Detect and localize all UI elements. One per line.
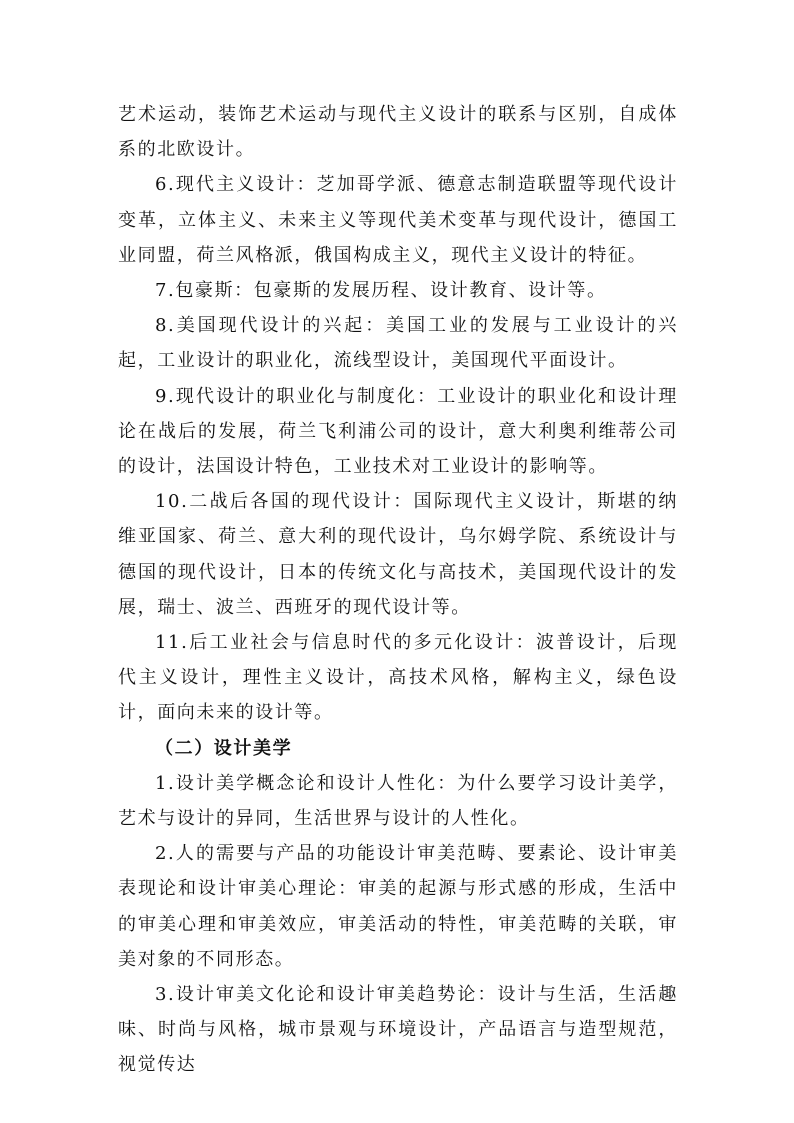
paragraph-bauhaus: 7.包豪斯：包豪斯的发展历程、设计教育、设计等。 [155,280,607,302]
paragraph-continuation: 艺术运动，装饰艺术运动与现代主义设计的联系与区别，自成体系的北欧设计。 [118,104,678,161]
paragraph-american-design: 8.美国现代设计的兴起：美国工业的发展与工业设计的兴起，工业设计的职业化，流线型设计，美国现代平面设计。 [118,315,678,372]
paragraph-professionalization: 9.现代设计的职业化与制度化：工业设计的职业化和设计理论在战后的发展，荷兰飞利浦公司的设计，意大利奥利维蒂公司的设计，法国设计特色，工业技术对工业设计的影响等。 [118,385,678,478]
document-page [118,97,678,1083]
paragraph-aesthetic-culture: 3.设计审美文化论和设计审美趋势论：设计与生活，生活趣味、时尚与风格，城市景观与环境设计，产品语言与造型规范，视觉传达 [118,984,678,1076]
paragraph-design-aesthetics-concept: 1.设计美学概念论和设计人性化：为什么要学习设计美学，艺术与设计的异同，生活世界与设计的人性化。 [118,772,678,830]
paragraph-postindustrial: 11.后工业社会与信息时代的多元化设计：波普设计，后现代主义设计，理性主义设计，高技术风格，解构主义，绿色设计，面向未来的设计等。 [118,632,678,724]
paragraph-modernism: 6.现代主义设计：芝加哥学派、德意志制造联盟等现代设计变革，立体主义、未来主义等现代美术变革与现代设计，德国工业同盟，荷兰风格派，俄国构成主义，现代主义设计的特征。 [118,174,678,266]
section-heading: （二）设计美学 [155,737,293,759]
paragraph-postwar-design: 10.二战后各国的现代设计：国际现代主义设计，斯堪的纳维亚国家、荷兰、意大利的现代设计，乌尔姆学院、系统设计与德国的现代设计，日本的传统文化与高技术，美国现代设计的发展，瑞士、波兰、西班牙的现代设计等。 [118,491,678,618]
paragraph-human-needs: 2.人的需要与产品的功能设计审美范畴、要素论、设计审美表现论和设计审美心理论：审美的起源与形式感的形成，生活中的审美心理和审美效应，审美活动的特性，审美范畴的关联，审美对象的不同形态。 [118,843,678,970]
